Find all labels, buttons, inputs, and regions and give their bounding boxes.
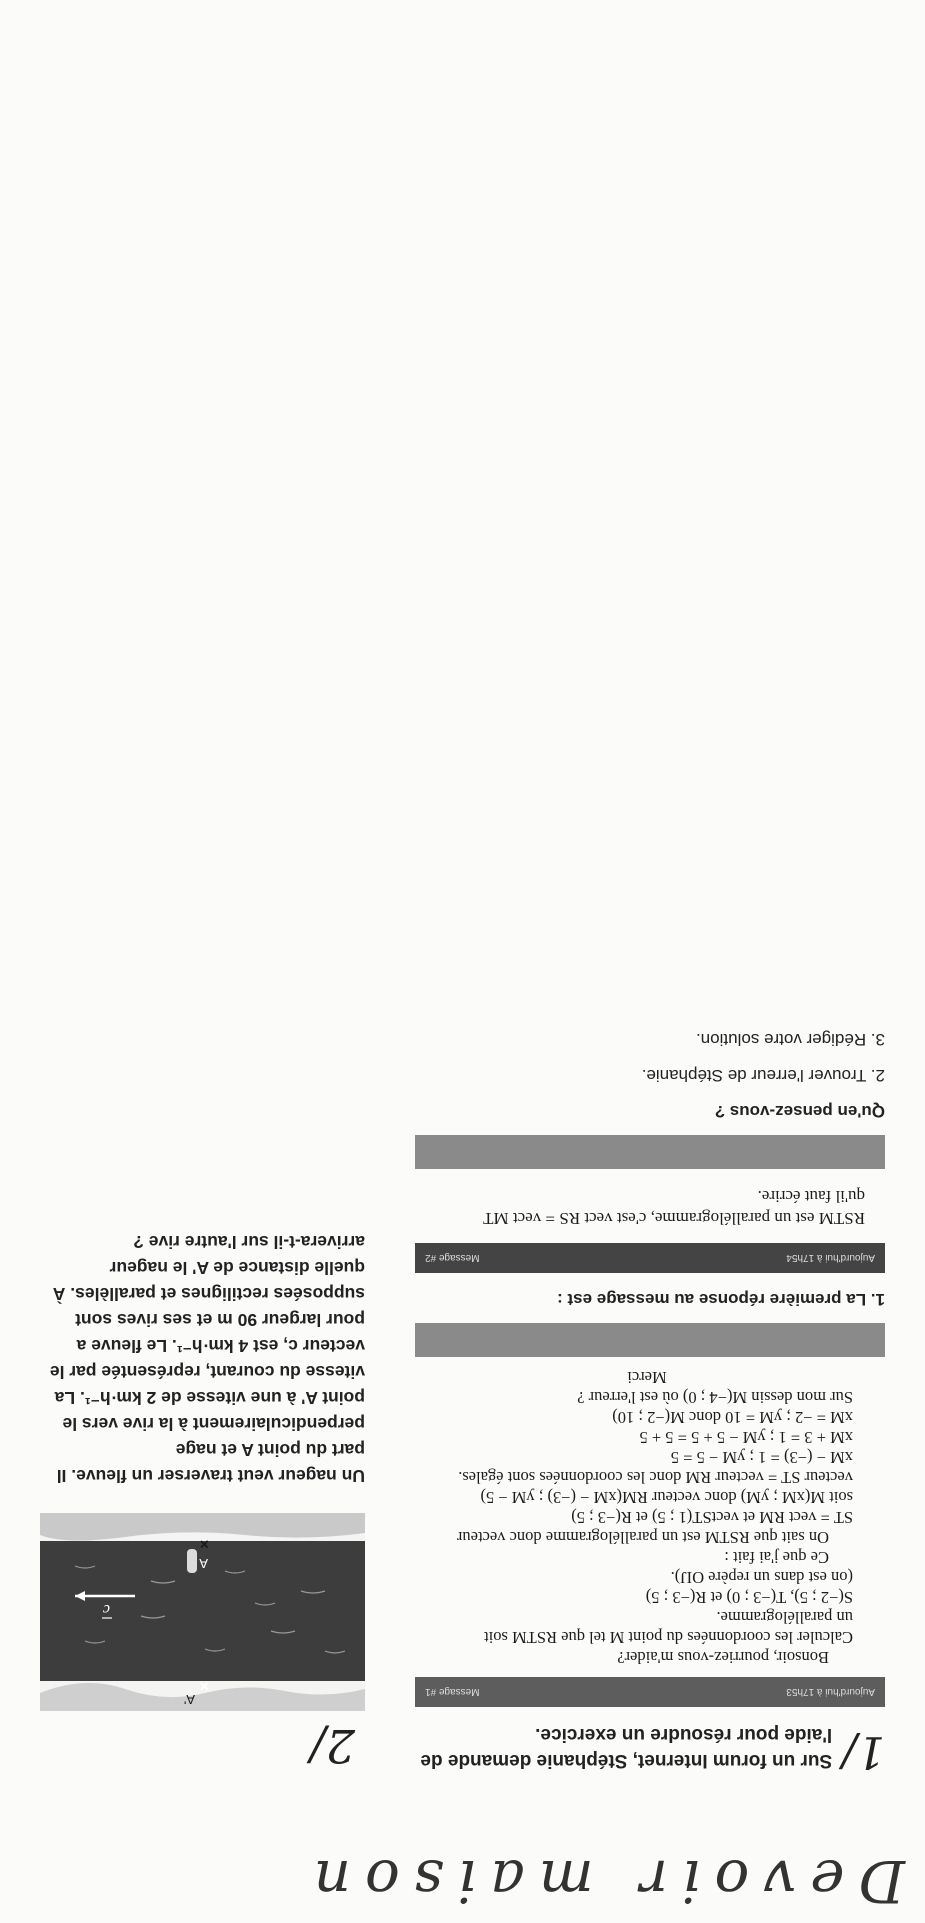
point-a-cross: × — [199, 1535, 209, 1552]
post-line: vecteur ST = vecteur RM donc les coordonnées sont égales. — [458, 1468, 853, 1487]
point-a-prime-label: A' — [183, 1692, 195, 1707]
post-line: Ce que j'ai fait : — [724, 1548, 829, 1567]
swimmer — [187, 1549, 197, 1573]
reply-line: RSTM est un parallélogramme, c'est vect RS = vect MT — [483, 1209, 865, 1228]
forum-reply-date: Aujourd'hui à 17h54 — [786, 1252, 875, 1264]
forum-reply-id: Message #2 — [425, 1252, 480, 1264]
post-line: soit M(xM ; yM) donc vecteur RM(xM − (−3) ; yM − 5) — [480, 1488, 853, 1507]
post-line: (on est dans un repère OIJ). — [670, 1568, 853, 1587]
exercise-1-intro: Sur un forum Internet, Stéphanie demande de l'aide pour résoudre un exercice. — [420, 1724, 833, 1771]
point-a-label: A — [199, 1556, 208, 1571]
handwritten-title: Devoir maison — [299, 1847, 905, 1915]
forum-post-id: Message #1 — [425, 1686, 480, 1698]
river-figure — [40, 1513, 365, 1711]
post-line: Bonsoir, pourriez-vous m'aider? — [617, 1648, 829, 1667]
question-2: 2. Trouver l'erreur de Stéphanie. — [641, 1066, 885, 1085]
post-line: ST = vect RM et vectST(1 ; 5) et R(−3 ; 5) — [571, 1508, 853, 1527]
forum-post-footer — [415, 1323, 885, 1357]
exercise-2-statement: Un nageur veut traverser un fleuve. Il part du point A et nage perpendiculairement à la rive vers le point A' à une vitesse de 2 km·h⁻¹. La vitesse du courant, représentée par le vecteur c, est 4 km·h⁻¹. Le fleuve a pour largeur 90 m et ses rives sont supposées rectilignes et parallèles. À quelle distance de A' le nageur arrivera-t-il sur l'autre rive ? — [49, 1232, 365, 1486]
post-line: Merci — [627, 1368, 667, 1387]
post-line: Sur mon dessin M(−4 ; 0) où est l'erreur ? — [577, 1388, 853, 1407]
current-vector-label: c — [102, 1601, 110, 1618]
post-line: xM − (−3) = 1 ; yM − 5 = 5 — [670, 1448, 853, 1467]
post-line: xM + 3 = 1 ; yM − 5 + 5 = 5 + 5 — [639, 1428, 853, 1447]
post-line: S(−2 ; 5), T(−3 ; 0) et R(−3 ; 5) — [645, 1588, 853, 1607]
post-line: Calculer les coordonnées du point M tel que RSTM soit — [484, 1628, 853, 1647]
forum-post-header — [415, 1677, 885, 1707]
exercise-1-number: 1/ — [842, 1726, 885, 1777]
forum-reply-header — [415, 1243, 885, 1273]
forum-reply-footer — [415, 1135, 885, 1169]
question-opinion: Qu'en pensez-vous ? — [714, 1102, 885, 1121]
question-1: 1. La première réponse au message est : — [557, 1290, 885, 1309]
point-a-prime-cross: × — [199, 1677, 209, 1694]
post-line: un parallélogramme. — [716, 1608, 853, 1627]
forum-post-body — [415, 1367, 885, 1669]
forum-post-date: Aujourd'hui à 17h53 — [786, 1686, 875, 1698]
exercise-1-header — [415, 1721, 885, 1777]
exercise-2-number: 2/ — [310, 1719, 355, 1773]
exercise-2 — [40, 1229, 365, 1773]
question-3: 3. Rédiger votre solution. — [696, 1030, 885, 1049]
exercise-1 — [415, 1027, 885, 1777]
post-line: xM = −2 ; yM = 10 donc M(−2 ; 10) — [612, 1408, 853, 1427]
forum-reply-body — [415, 1179, 885, 1235]
reply-line: qu'il faut écrire. — [757, 1187, 865, 1206]
post-line: On sait que RSTM est un parallélogramme donc vecteur — [456, 1528, 829, 1547]
